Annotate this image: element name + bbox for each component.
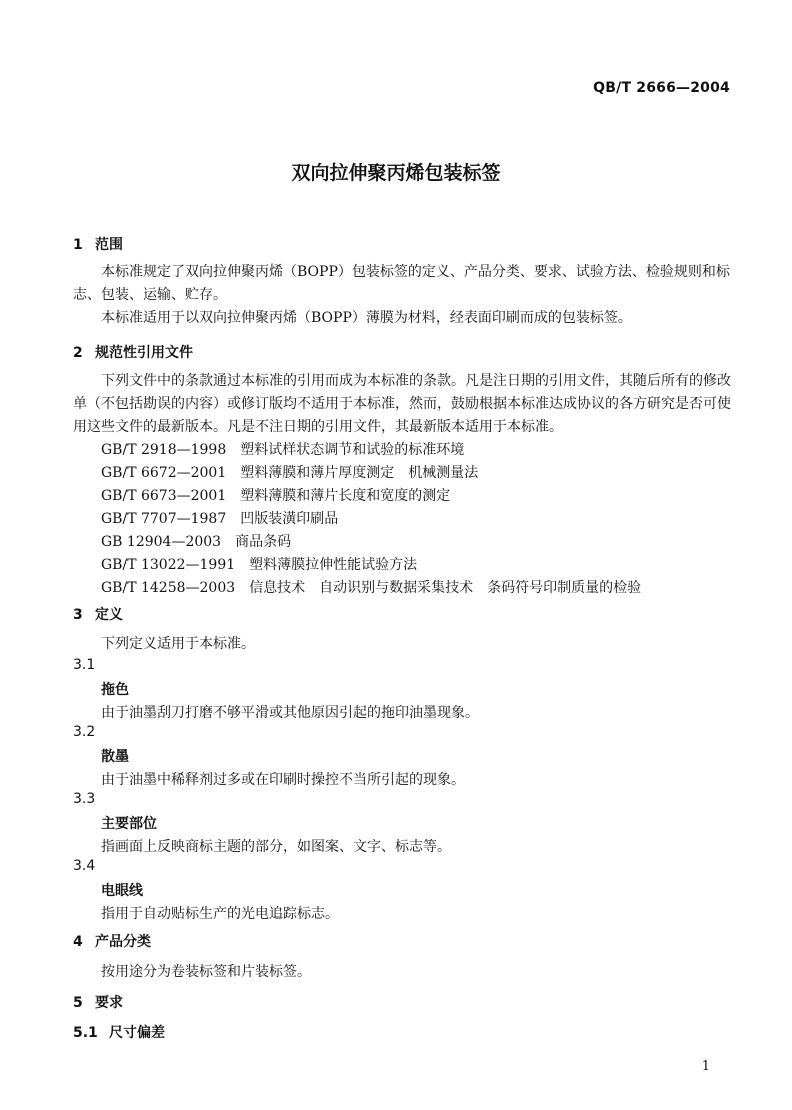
section-title: 要求 — [95, 995, 123, 1011]
reference-title: 信息技术 自动识别与数据采集技术 条码符号印制质量的检验 — [249, 580, 642, 596]
subsection-number: 5.1 — [73, 1025, 98, 1041]
definition-number: 3.4 — [73, 858, 96, 874]
reference-title: 塑料薄膜和薄片长度和宽度的测定 — [240, 488, 451, 504]
section-number: 5 — [73, 995, 83, 1011]
reference-title: 商品条码 — [235, 534, 292, 550]
section-title: 范围 — [95, 237, 123, 253]
definition-text: 由于油墨中稀释剂过多或在印刷时操控不当所引起的现象。 — [101, 772, 465, 788]
reference-code: GB/T 14258—2003 — [101, 580, 236, 596]
section-title: 产品分类 — [95, 934, 151, 950]
subsection-5-1-heading — [73, 1022, 165, 1042]
reference-code: GB/T 6673—2001 — [101, 488, 227, 504]
section-4-heading — [73, 931, 151, 951]
section-title: 定义 — [95, 607, 123, 623]
section-2-intro — [73, 370, 733, 439]
paragraph-text: 本标准适用于以双向拉伸聚丙烯（BOPP）薄膜为材料，经表面印刷而成的包装标签。 — [101, 310, 632, 326]
definition-text: 指画面上反映商标主题的部分，如图案、文字、标志等。 — [101, 839, 451, 855]
page-number: 1 — [701, 1059, 710, 1074]
definition-text: 由于油墨刮刀打磨不够平滑或其他原因引起的拖印油墨现象。 — [101, 705, 479, 721]
definition-term: 散墨 — [101, 749, 129, 765]
reference-item — [101, 462, 478, 482]
reference-item — [101, 531, 291, 551]
reference-code: GB/T 2918—1998 — [101, 442, 227, 458]
section-2-heading — [73, 342, 193, 362]
paragraph-text: 本标准规定了双向拉伸聚丙烯（BOPP）包装标签的定义、产品分类、要求、试验方法、检验规则和标志、包装、运输、贮存。 — [73, 264, 730, 303]
reference-title: 塑料薄膜拉伸性能试验方法 — [249, 557, 418, 573]
section-1-paragraph-2 — [73, 307, 733, 330]
definition-number: 3.1 — [73, 657, 96, 673]
section-4-text: 按用途分为卷装标签和片装标签。 — [101, 964, 311, 980]
section-number: 2 — [73, 345, 83, 361]
reference-title: 凹版装潢印刷品 — [240, 511, 339, 527]
paragraph-text: 下列定义适用于本标准。 — [101, 636, 255, 652]
reference-code: GB/T 13022—1991 — [101, 557, 236, 573]
definition-text: 指用于自动贴标生产的光电追踪标志。 — [101, 906, 339, 922]
section-3-heading — [73, 604, 123, 624]
standard-code: QB/T 2666—2004 — [593, 80, 730, 96]
definition-term: 电眼线 — [101, 883, 143, 899]
reference-code: GB/T 7707—1987 — [101, 511, 227, 527]
paragraph-text: 下列文件中的条款通过本标准的引用而成为本标准的条款。凡是注日期的引用文件，其随后所有的修改单（不包括勘误的内容）或修订版均不适用于本标准，然而，鼓励根据本标准达成协议的各方研究是否可使用这些文件的最新版本。凡是不注日期的引用文件，其最新版本适用于本标准。 — [73, 373, 731, 435]
section-number: 4 — [73, 934, 83, 950]
reference-item — [101, 439, 464, 459]
section-title: 规范性引用文件 — [95, 345, 193, 361]
reference-title: 塑料试样状态调节和试验的标准环境 — [240, 442, 465, 458]
reference-code: GB 12904—2003 — [101, 534, 222, 550]
reference-item — [101, 554, 417, 574]
section-number: 3 — [73, 607, 83, 623]
document-title: 双向拉伸聚丙烯包装标签 — [291, 162, 501, 184]
definition-number: 3.3 — [73, 791, 96, 807]
reference-item — [101, 485, 450, 505]
definition-number: 3.2 — [73, 724, 96, 740]
subsection-title: 尺寸偏差 — [109, 1025, 165, 1041]
section-number: 1 — [73, 237, 83, 253]
reference-item — [101, 508, 338, 528]
reference-item — [101, 577, 641, 597]
reference-title: 塑料薄膜和薄片厚度测定 机械测量法 — [240, 465, 479, 481]
definition-term: 拖色 — [101, 682, 129, 698]
section-1-heading — [73, 234, 123, 254]
reference-code: GB/T 6672—2001 — [101, 465, 227, 481]
section-5-heading — [73, 992, 123, 1012]
definition-term: 主要部位 — [101, 816, 157, 832]
section-1-paragraph-1 — [73, 261, 733, 307]
section-3-intro — [73, 633, 733, 656]
